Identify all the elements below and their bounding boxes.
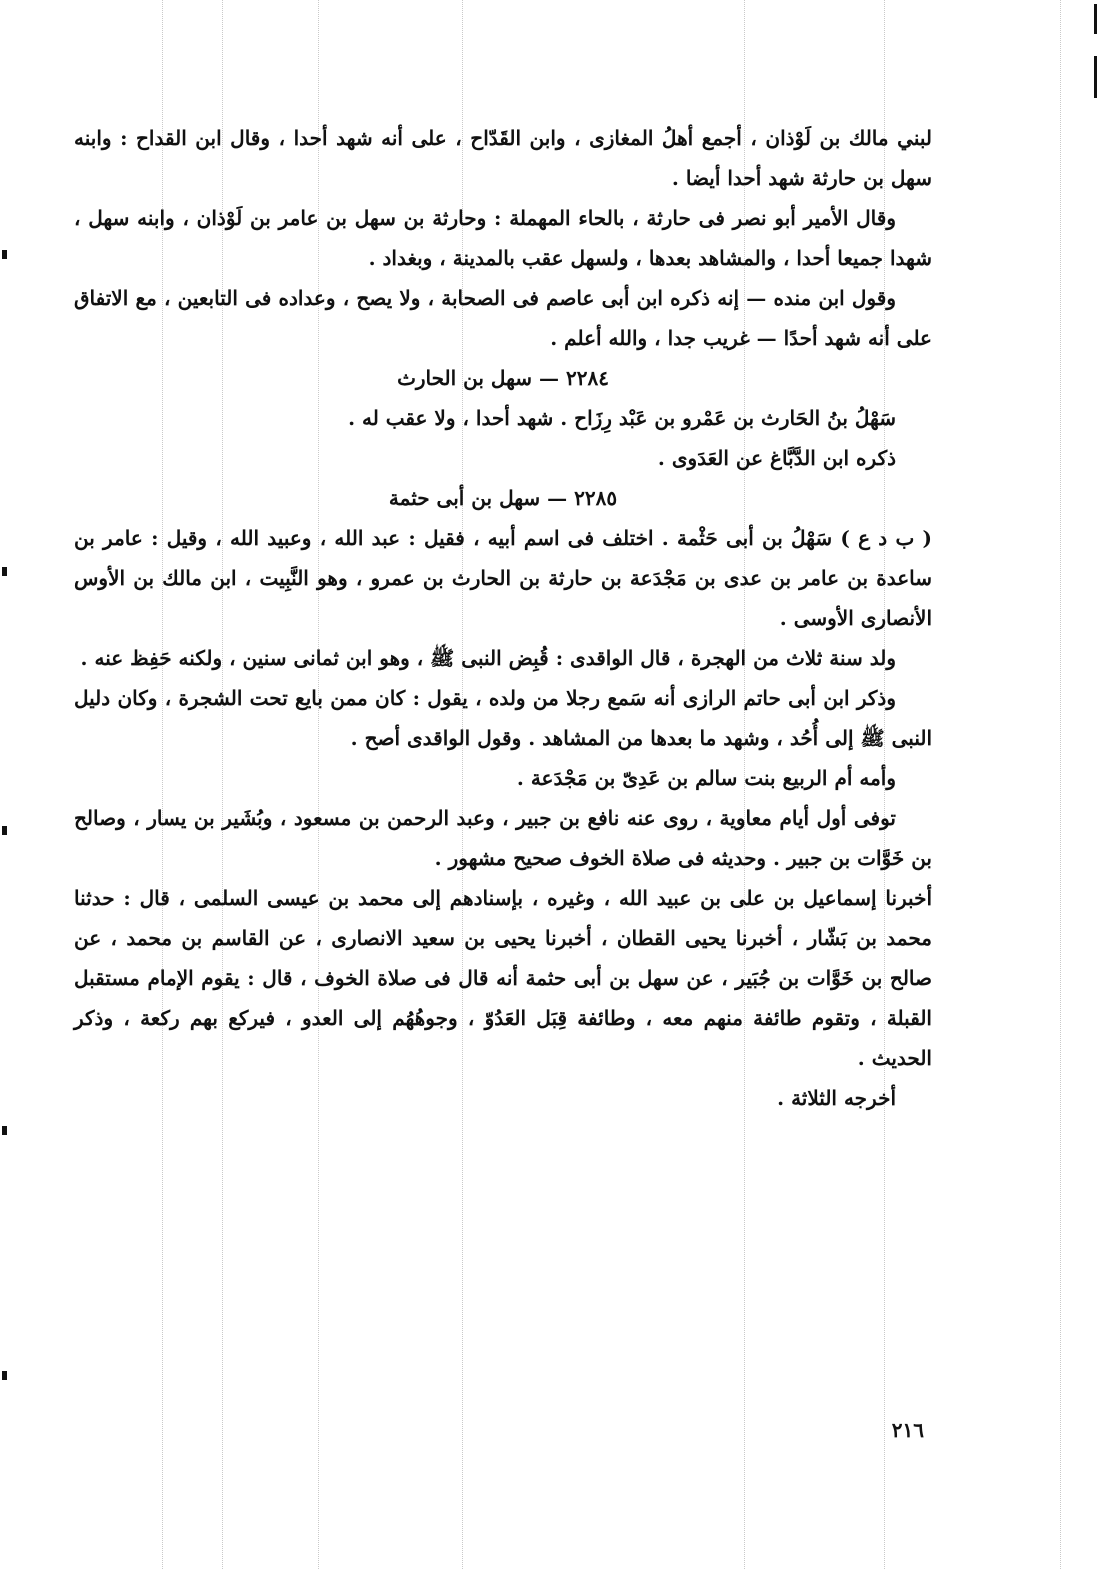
paragraph-4: سَهْلُ بنُ الحَارث بن عَمْرو بن عَبْد رِزَاح . شهد أحدا ، ولا عقب له . xyxy=(348,406,896,430)
page-body xyxy=(74,118,932,1118)
entry-heading-2285: ٢٢٨٥ — سهل بن أبى حثمة xyxy=(388,486,618,510)
paragraph-7: ولد سنة ثلاث من الهجرة ، قال الواقدى : قُبِض النبى ﷺ ، وهو ابن ثمانى سنين ، ولكنه حَفِظ عنه . xyxy=(80,646,896,670)
page-edge-bar xyxy=(1094,56,1097,98)
page-edge-bar xyxy=(1094,4,1097,34)
paragraph-6: ( ب د ع ) سَهْلُ بن أبى حَثْمة . اختلف فى اسم أبيه ، فقيل : عبد الله ، وعبيد الله ، وقيل : عامر بن ساعدة بن عامر بن عدى بن مَجْدَعة بن حارثة بن الحارث بن عمرو ، وهو النَّبِيت ، ابن مالك بن الأوس الأنصارى الأوسى . xyxy=(74,526,932,630)
binding-mark xyxy=(2,1126,7,1135)
page-number: ٢١٦ xyxy=(891,1418,924,1442)
paragraph-8: وذكر ابن أبى حاتم الرازى أنه سَمع رجلا من ولده ، يقول : كان ممن بايع تحت الشجرة ، وكان دليل النبى ﷺ إلى أُحُد ، وشهد ما بعدها من المشاهد . وقول الواقدى أصح . xyxy=(74,686,932,750)
paragraph-3: وقول ابن منده — إنه ذكره ابن أبى عاصم فى الصحابة ، ولا يصح ، وعداده فى التابعين ، مع الاتفاق على أنه شهد أحدًا — غريب جدا ، والله أعلم . xyxy=(74,286,932,350)
paragraph-9: وأمه أم الربيع بنت سالم بن عَدِىّ بن مَجْدَعة . xyxy=(516,766,896,790)
scan-artifact-line xyxy=(1060,0,1061,1569)
paragraph-12: أخرجه الثلاثة . xyxy=(777,1086,896,1110)
paragraph-1: لبني مالك بن لَوْذان ، أجمع أهلُ المغازى ، وابن القَدّاح ، على أنه شهد أحدا ، وقال ابن القداح : وابنه سهل بن حارثة شهد أحدا أيضا . xyxy=(74,126,932,190)
binding-mark xyxy=(2,250,7,259)
binding-mark xyxy=(2,826,7,835)
paragraph-5: ذكره ابن الدَّبَّاغ عن العَدَوى . xyxy=(657,446,896,470)
paragraph-11: أخبرنا إسماعيل بن على بن عبيد الله ، وغيره ، بإسنادهم إلى محمد بن عيسى السلمى ، قال : حدثنا محمد بن بَشّار ، أخبرنا يحيى القطان ، أخبرنا يحيى بن سعيد الانصارى ، عن القاسم بن محمد ، عن صالح بن خَوَّات بن جُبَير ، عن سهل بن أبى حثمة أنه قال فى صلاة الخوف ، قال : يقوم الإمام مستقبل القبلة ، وتقوم طائفة منهم معه ، وطائفة قِبَل العَدُوّ ، وجوهُهُم إلى العدو ، فيركع بهم ركعة ، وذكر الحديث . xyxy=(74,886,933,1070)
binding-mark xyxy=(2,1371,7,1380)
entry-heading-2284: ٢٢٨٤ — سهل بن الحارث xyxy=(397,366,609,390)
binding-mark xyxy=(2,567,7,576)
paragraph-2: وقال الأمير أبو نصر فى حارثة ، بالحاء المهملة : وحارثة بن سهل بن عامر بن لَوْذان ، وابنه سهل ، شهدا جميعا أحدا ، والمشاهد بعدها ، ولسهل عقب بالمدينة ، وبغداد . xyxy=(74,206,932,270)
paragraph-10: توفى أول أيام معاوية ، روى عنه نافع بن جبير ، وعبد الرحمن بن مسعود ، وبُشَير بن يسار ، وصالح بن خَوَّات بن جبير . وحديثه فى صلاة الخوف صحيح مشهور . xyxy=(74,806,932,870)
